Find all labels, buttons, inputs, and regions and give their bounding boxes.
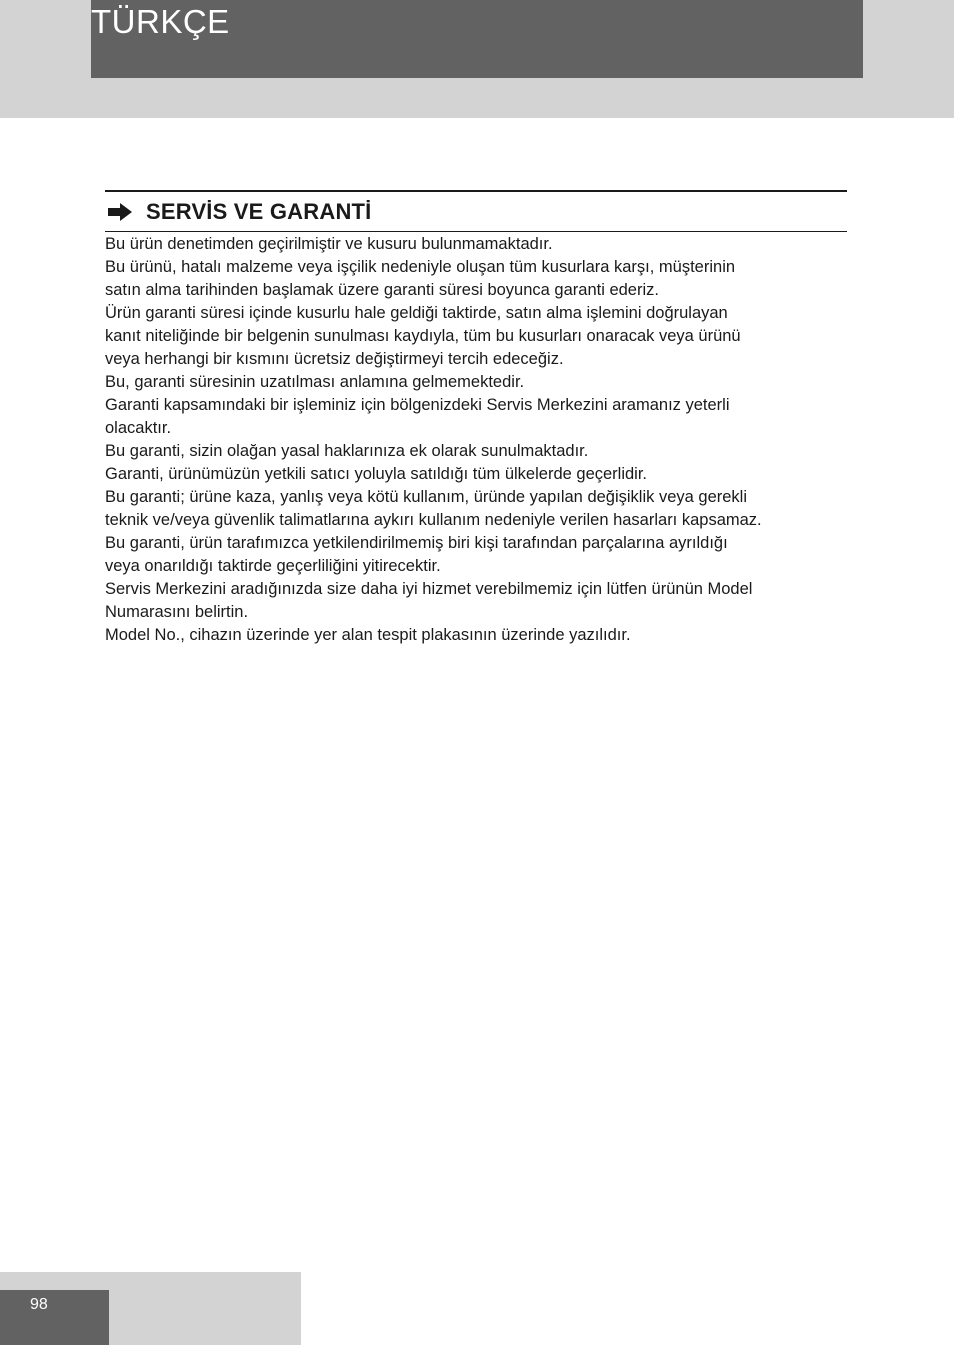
body-line: Garanti, ürünümüzün yetkili satıcı yoluyla satıldığı tüm ülkelerde geçerlidir.: [105, 465, 648, 483]
body-line: Garanti kapsamındaki bir işleminiz için bölgenizdeki Servis Merkezini aramanız yeterli: [105, 396, 730, 414]
body-line: veya onarıldığı taktirde geçerliliğini yitirecektir.: [105, 557, 441, 575]
body-line: teknik ve/veya güvenlik talimatlarına aykırı kullanım nedeniyle verilen hasarları kapsamaz.: [105, 511, 762, 529]
body-line: Servis Merkezini aradığınızda size daha iyi hizmet verebilmemiz için lütfen ürünün Model: [105, 580, 753, 598]
section-heading: [105, 192, 847, 232]
body-line: Bu ürünü, hatalı malzeme veya işçilik nedeniyle oluşan tüm kusurlara karşı, müşterinin: [105, 258, 736, 276]
page-number: 98: [30, 1296, 48, 1313]
body-line: veya herhangi bir kısmını ücretsiz değiştirmeyi tercih edeceğiz.: [105, 350, 564, 368]
body-line: Bu garanti, sizin olağan yasal haklarınıza ek olarak sunulmaktadır.: [105, 442, 589, 460]
body-line: satın alma tarihinden başlamak üzere garanti süresi boyunca garanti ederiz.: [105, 281, 659, 299]
body-line: Numarasını belirtin.: [105, 603, 249, 621]
body-line: kanıt niteliğinde bir belgenin sunulması kaydıyla, tüm bu kusurları onaracak veya ürünü: [105, 327, 741, 345]
page-number-box: [0, 1290, 109, 1345]
body-line: Bu ürün denetimden geçirilmiştir ve kusuru bulunmamaktadır.: [105, 235, 553, 253]
arrow-right-icon: [107, 202, 133, 222]
service-warranty-section: [105, 190, 847, 647]
body-line: Bu, garanti süresinin uzatılması anlamına gelmemektedir.: [105, 373, 525, 391]
body-line: Bu garanti; ürüne kaza, yanlış veya kötü kullanım, üründe yapılan değişiklik veya gerekli: [105, 488, 748, 506]
body-line: olacaktır.: [105, 419, 172, 437]
section-body: [105, 233, 847, 647]
body-line: Bu garanti, ürün tarafımızca yetkilendirilmemiş biri kişi tarafından parçalarına ayrıldığı: [105, 534, 728, 552]
section-title: SERVİS VE GARANTİ: [146, 198, 372, 224]
language-title: TÜRKÇE: [91, 3, 230, 40]
body-line: Ürün garanti süresi içinde kusurlu hale geldiği taktirde, satın alma işlemini doğrulayan: [105, 304, 728, 322]
header-bar: [91, 0, 863, 78]
body-line: Model No., cihazın üzerinde yer alan tespit plakasının üzerinde yazılıdır.: [105, 626, 631, 644]
